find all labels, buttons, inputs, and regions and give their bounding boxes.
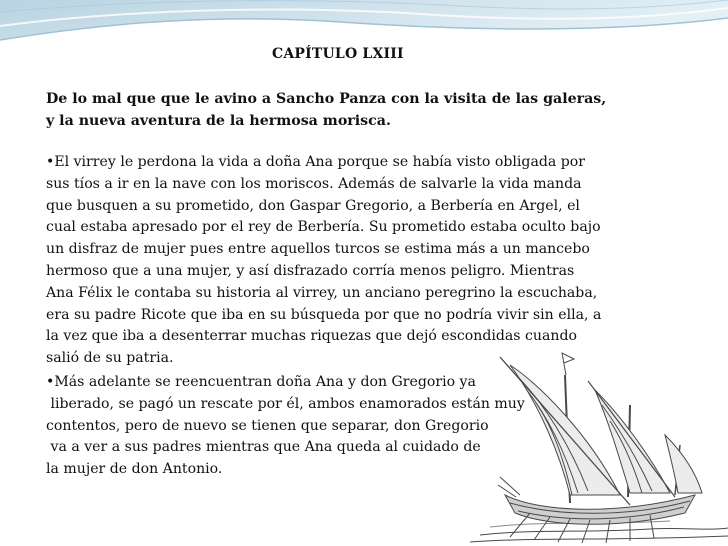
subtitle-line: De lo mal que que le avino a Sancho Panza con la visita de las galeras,: [46, 91, 607, 107]
text-line: liberado, se pagó un rescate por él, ambos enamorados están muy: [46, 395, 525, 412]
text-line: la mujer de don Antonio.: [46, 461, 223, 478]
text-line: cual estaba apresado por el rey de Berbería. Su prometido estaba oculto bajo: [46, 219, 601, 236]
text-line: Ana Félix le contaba su historia al virrey, un anciano peregrino la escuchaba,: [46, 284, 598, 301]
text-line: que busquen a su prometido, don Gaspar Gregorio, a Berbería en Argel, el: [46, 197, 580, 214]
subtitle-line: y la nueva aventura de la hermosa morisca.: [46, 113, 391, 129]
text-line: la vez que iba a desenterrar muchas riquezas que dejó escondidas cuando: [46, 328, 577, 345]
text-line: era su padre Ricote que iba en su búsqueda por que no podría vivir sin ella, a: [46, 306, 602, 323]
text-line: •El virrey le perdona la vida a doña Ana porque se había visto obligada por: [46, 154, 585, 170]
text-line: va a ver a sus padres mientras que Ana queda al cuidado de: [46, 439, 481, 456]
slide-title: CAPÍTULO LXIII: [272, 46, 404, 62]
text-line: sus tíos a ir en la nave con los moriscos. Además de salvarle la vida manda: [46, 175, 582, 192]
paragraph-2: [46, 372, 686, 481]
text-line: salió de su patria.: [46, 350, 174, 367]
text-line: •Más adelante se reencuentran doña Ana y don Gregorio ya: [46, 374, 476, 390]
text-line: un disfraz de mujer pues entre aquellos turcos se estima más a un mancebo: [46, 241, 590, 258]
chapter-subtitle: [46, 88, 666, 132]
text-line: contentos, pero de nuevo se tienen que separar, don Gregorio: [46, 417, 489, 434]
text-line: hermoso que a una mujer, y así disfrazado corría menos peligro. Mientras: [46, 262, 575, 279]
paragraph-1: [46, 152, 686, 370]
